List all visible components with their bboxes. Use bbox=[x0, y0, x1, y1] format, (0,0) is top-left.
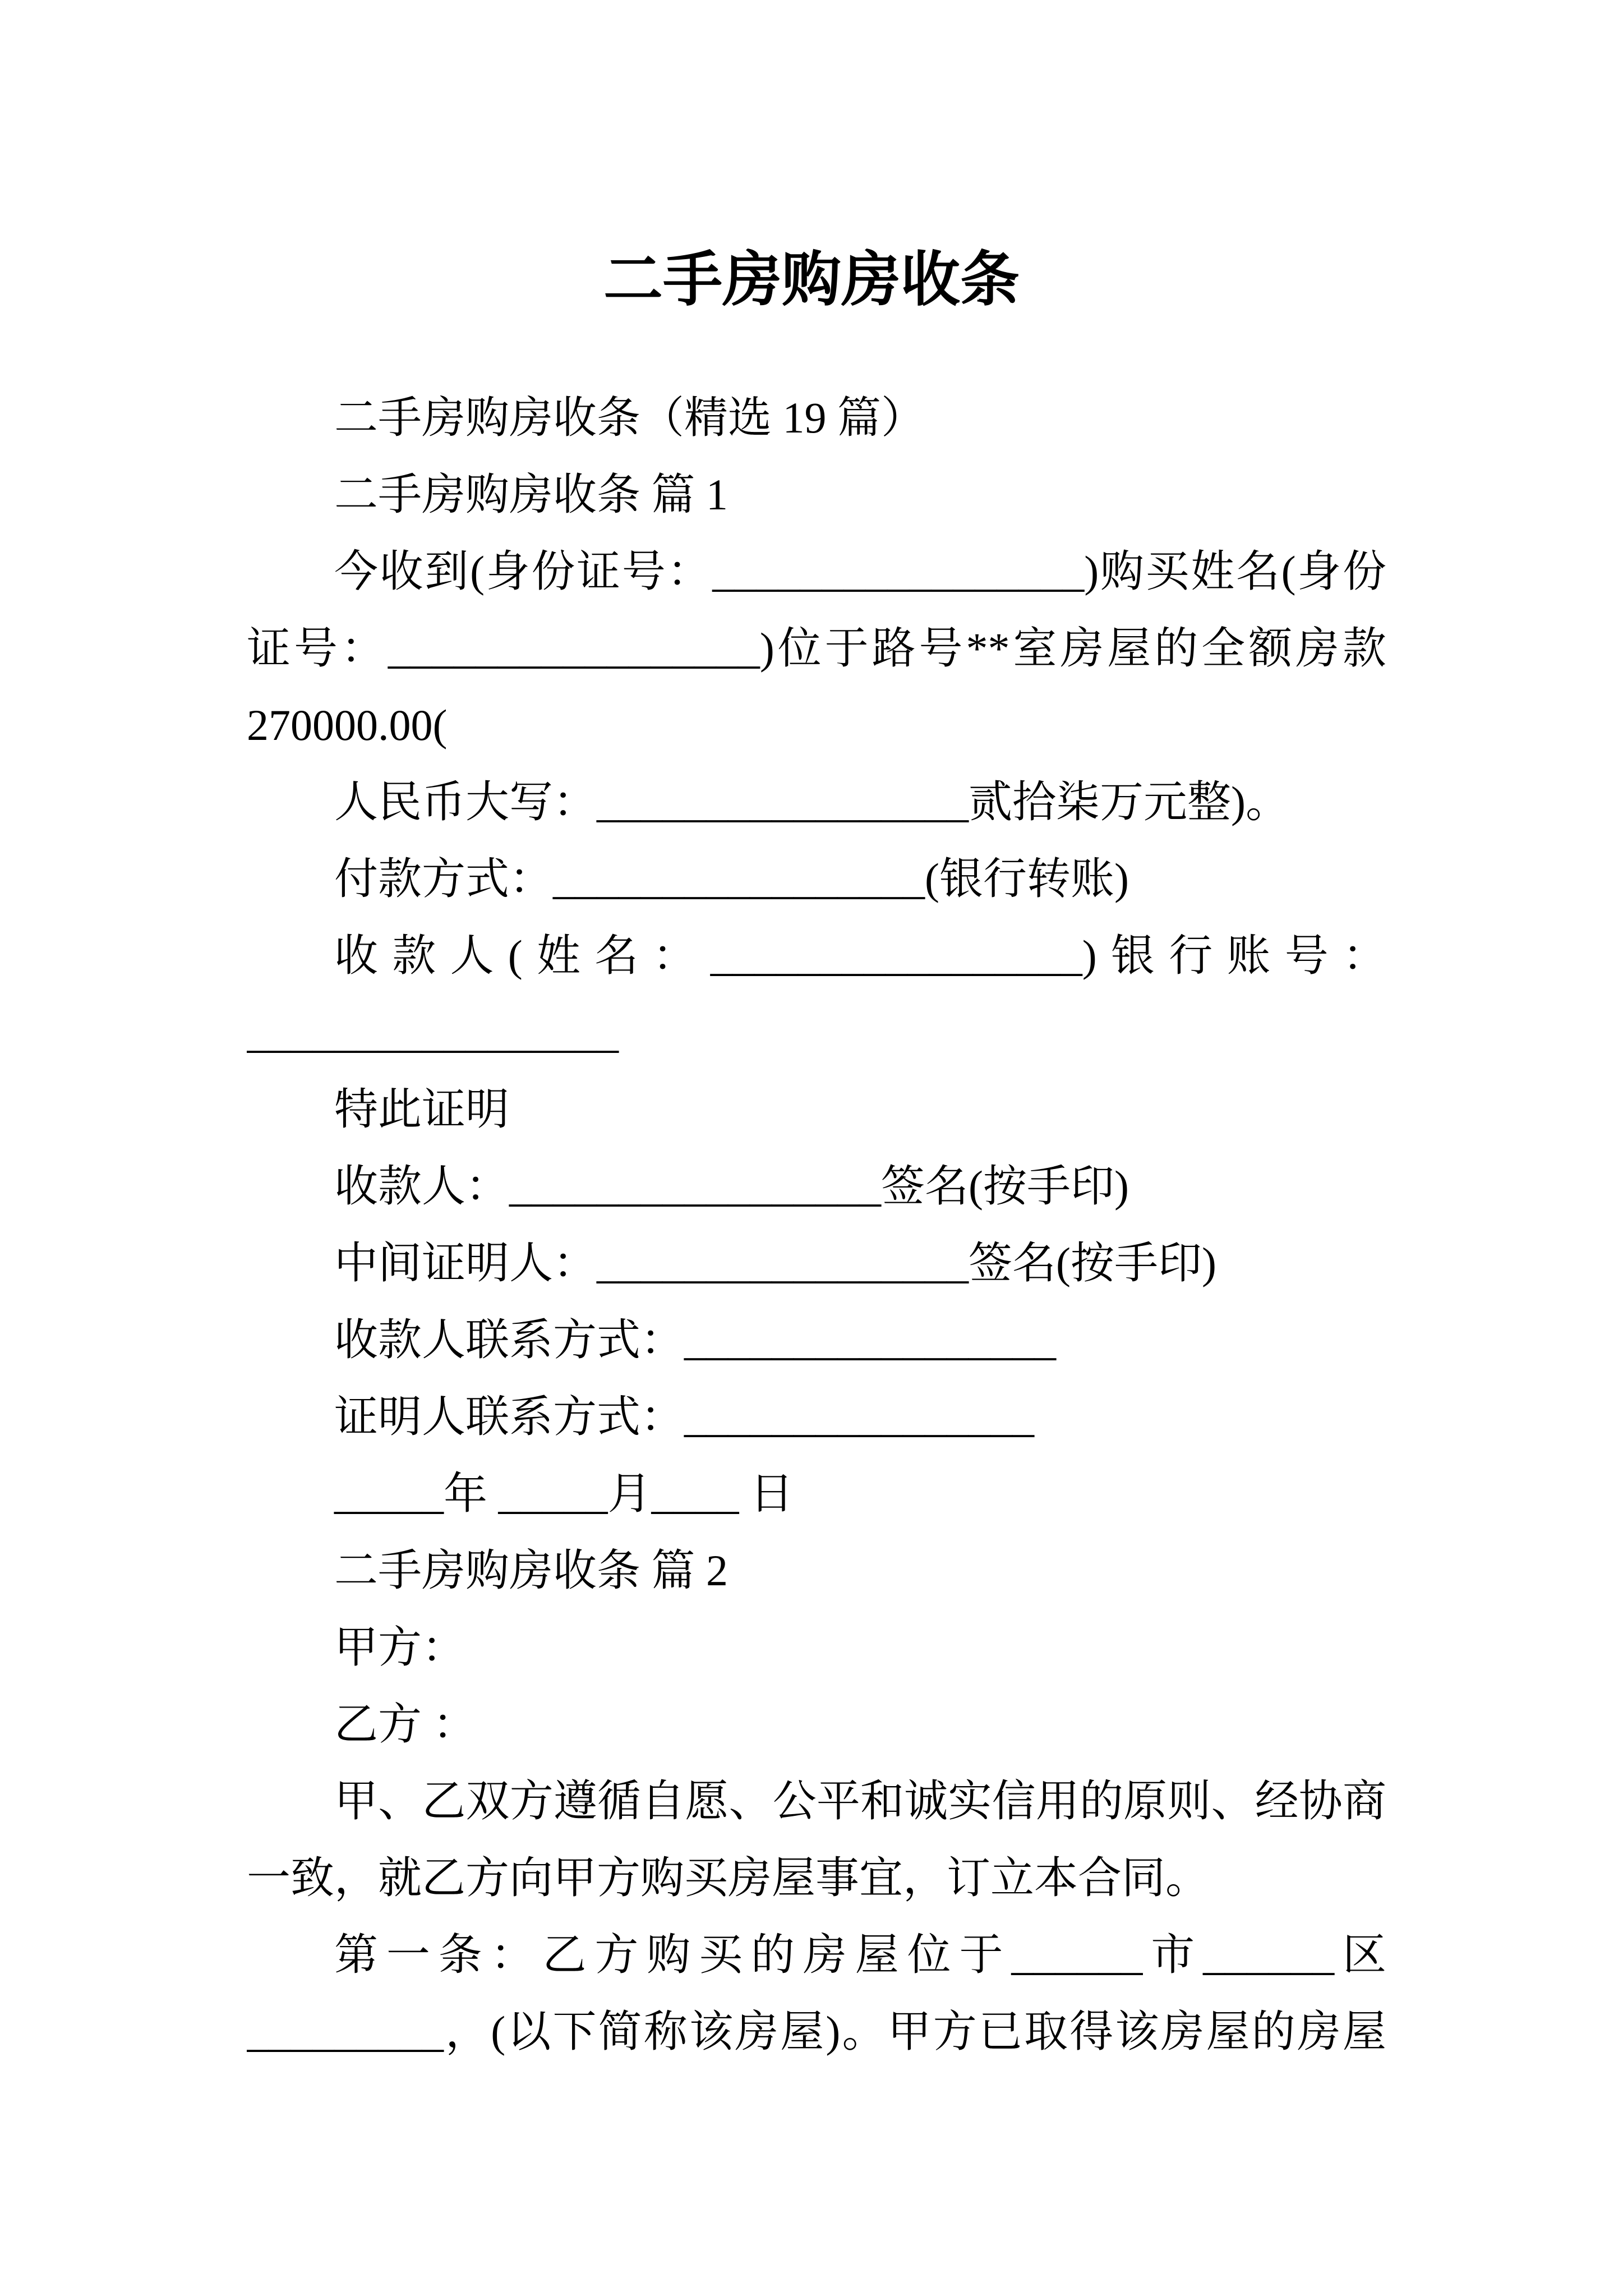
collection-heading: 二手房购房收条（精选 19 篇） bbox=[334, 393, 925, 442]
receipt-line-1: 今收到(身份证号：_________________)购买姓名(身份 bbox=[334, 547, 1386, 596]
witness-signature: 中间证明人：_________________签名(按手印) bbox=[334, 1239, 1216, 1287]
article-2 bbox=[247, 1532, 1386, 2070]
document-body bbox=[247, 379, 1386, 2070]
payee-contact: 收款人联系方式：_________________ bbox=[334, 1315, 1057, 1364]
article-1-heading: 二手房购房收条 篇 1 bbox=[334, 470, 728, 519]
party-b-label: 乙方 ： bbox=[334, 1700, 477, 1749]
clause-1-line-2: _________，(以下简称该房屋)。甲方已取得该房屋的房屋 bbox=[247, 2007, 1386, 2056]
document-title: 二手房购房收条 bbox=[603, 247, 1020, 314]
party-a-label: 甲方： bbox=[334, 1623, 466, 1672]
amount-in-words: 人民币大写：_________________贰拾柒万元整)。 bbox=[334, 777, 1289, 826]
preamble-line-2: 一致，就乙方向甲方购买房屋事宜，订立本合同。 bbox=[247, 1853, 1210, 1902]
payee-signature: 收款人：_________________签名(按手印) bbox=[334, 1162, 1129, 1211]
witness-contact: 证明人联系方式：________________ bbox=[334, 1392, 1035, 1441]
preamble-line-1: 甲、乙双方遵循自愿、公平和诚实信用的原则、经协商 bbox=[334, 1777, 1386, 1825]
receipt-amount: 270000.00( bbox=[247, 701, 448, 749]
receipt-line-2: 证号：_________________)位于路号**室房屋的全额房款 bbox=[247, 624, 1386, 673]
payee-account-line-2: _________________ bbox=[247, 1008, 619, 1057]
certification-text: 特此证明 bbox=[334, 1085, 510, 1134]
receipt-date: _____年 _____月____ 日 bbox=[334, 1469, 794, 1518]
clause-1-line-1: 第一条：乙方购买的房屋位于______市______区 bbox=[334, 1930, 1386, 1979]
article-2-heading: 二手房购房收条 篇 2 bbox=[334, 1546, 728, 1595]
payment-method: 付款方式：_________________(银行转账) bbox=[334, 854, 1129, 903]
payee-account-line-1: 收款人(姓名：_________________)银行账号： bbox=[334, 931, 1386, 980]
article-1 bbox=[247, 456, 1386, 1532]
